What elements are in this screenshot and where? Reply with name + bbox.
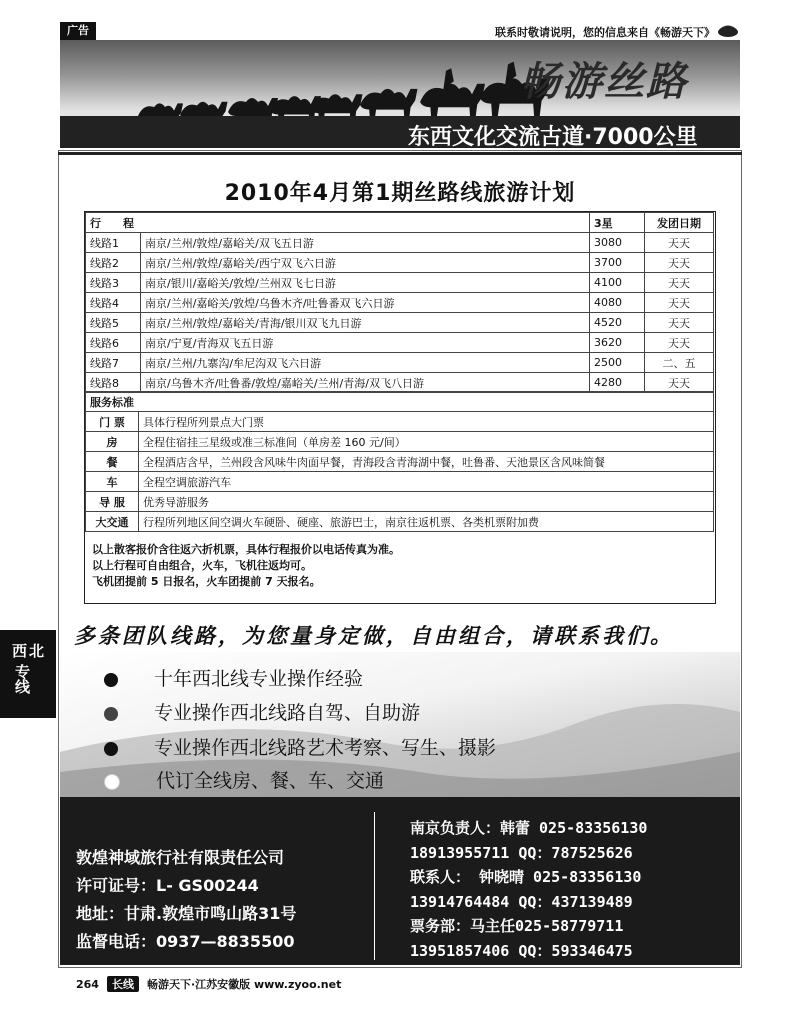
route-id: 线路6 [86, 333, 141, 353]
feature-item [104, 766, 384, 793]
route-id: 线路3 [86, 273, 141, 293]
service-text: 全程空调旅游汽车 [139, 472, 714, 492]
contact-line: 13914764484 QQ：437139489 [410, 892, 633, 911]
service-row [86, 512, 714, 532]
note: 以上散客报价含往返六折机票，具体行程报价以电话传真为准。 [92, 543, 400, 556]
route-departure: 二、五 [645, 353, 714, 373]
banner-subtitle: 东西文化交流古道·7000公里 [408, 125, 698, 150]
service-row [86, 472, 714, 492]
contact-line: 13951857406 QQ：593346475 [410, 941, 633, 960]
service-label: 车 [86, 472, 139, 492]
table-row [86, 313, 714, 333]
contact-line: 联系人： 钟晓晴 025-83356130 [410, 868, 642, 886]
route-desc: 南京/兰州/九寨沟/牟尼沟双飞六日游 [141, 353, 590, 373]
route-id: 线路5 [86, 313, 141, 333]
publication: 畅游天下·江苏安徽版 www.zyoo.net [146, 978, 342, 991]
table-row [86, 373, 714, 393]
table-row [86, 273, 714, 293]
header-price: 3星 [590, 213, 645, 233]
feature-item [104, 698, 420, 725]
route-desc: 南京/宁夏/青海双飞五日游 [141, 333, 590, 353]
notes [92, 542, 400, 590]
routes-table [85, 212, 714, 393]
route-id: 线路4 [86, 293, 141, 313]
route-price: 2500 [590, 353, 645, 373]
route-desc: 南京/乌鲁木齐/吐鲁番/敦煌/嘉峪关/兰州/青海/双飞八日游 [141, 373, 590, 393]
banner-title: 畅游丝路 [520, 58, 688, 105]
contact-line: 18913955711 QQ：787525626 [410, 843, 633, 862]
service-label: 房 [86, 432, 139, 452]
company-name: 敦煌神域旅行社有限责任公司 [76, 848, 285, 867]
side-tab-line2: 专线 [13, 664, 31, 694]
slogan: 多条团队线路，为您量身定做，自由组合，请联系我们。 [74, 623, 674, 648]
feature-item [104, 733, 496, 760]
route-price: 4280 [590, 373, 645, 393]
service-header: 服务标准 [86, 392, 714, 412]
route-departure: 天天 [645, 333, 714, 353]
service-text: 全程酒店含早，兰州段含风味牛肉面早餐，青海段含青海湖中餐，吐鲁番、天池景区含风味简餐 [139, 452, 714, 472]
company-info [76, 844, 296, 956]
bullet-icon [104, 707, 118, 721]
contact-line: 南京负责人：韩蕾 025-83356130 [410, 819, 648, 837]
route-id: 线路1 [86, 233, 141, 253]
service-label: 大交通 [86, 512, 139, 532]
service-text: 行程所列地区间空调火车硬卧、硬座、旅游巴士，南京往返机票、各类机票附加费 [139, 512, 714, 532]
route-desc: 南京/兰州/敦煌/嘉峪关/西宁双飞六日游 [141, 253, 590, 273]
note: 以上行程可自由组合，火车，飞机往返均可。 [92, 559, 312, 572]
feature-text: 专业操作西北线路自驾、自助游 [154, 702, 421, 724]
service-label: 导 服 [86, 492, 139, 512]
route-price: 3700 [590, 253, 645, 273]
route-id: 线路8 [86, 373, 141, 393]
service-row [86, 492, 714, 512]
footer [76, 976, 341, 992]
route-departure: 天天 [645, 293, 714, 313]
feature-text: 代订全线房、餐、车、交通 [156, 770, 385, 792]
logo-icon [716, 23, 740, 39]
header-route: 行 程 [86, 213, 590, 233]
company-supervision: 监督电话：0937—8835500 [76, 932, 295, 951]
table-header-row [86, 213, 714, 233]
route-price: 3620 [590, 333, 645, 353]
service-text: 具体行程所列景点大门票 [139, 412, 714, 432]
table-row [86, 293, 714, 313]
feature-text: 十年西北线专业操作经验 [154, 668, 364, 690]
side-tab-line1: 西北 [12, 642, 47, 660]
company-license: 许可证号：L- GS00244 [76, 876, 259, 895]
company-address: 地址：甘肃.敦煌市鸣山路31号 [76, 904, 297, 923]
note: 飞机团提前 5 日报名，火车团提前 7 天报名。 [92, 575, 321, 588]
top-notice: 联系时敬请说明，您的信息来自《畅游天下》 [495, 26, 715, 39]
service-row [86, 412, 714, 432]
service-header-row [86, 392, 714, 412]
side-tab [0, 630, 56, 718]
divider [374, 812, 375, 960]
table-row [86, 253, 714, 273]
route-departure: 天天 [645, 313, 714, 333]
route-departure: 天天 [645, 253, 714, 273]
route-id: 线路7 [86, 353, 141, 373]
route-departure: 天天 [645, 373, 714, 393]
route-departure: 天天 [645, 233, 714, 253]
route-id: 线路2 [86, 253, 141, 273]
route-price: 4520 [590, 313, 645, 333]
divider [58, 152, 742, 155]
contact-list [410, 816, 647, 963]
services-table [85, 391, 714, 532]
route-price: 4080 [590, 293, 645, 313]
table-row [86, 233, 714, 253]
table-row [86, 353, 714, 373]
service-row [86, 452, 714, 472]
feature-item [104, 664, 363, 691]
service-label: 餐 [86, 452, 139, 472]
service-label: 门 票 [86, 412, 139, 432]
route-desc: 南京/银川/嘉峪关/敦煌/兰州双飞七日游 [141, 273, 590, 293]
bullet-icon [104, 742, 118, 756]
contact-line: 票务部：马主任025-58779711 [410, 917, 624, 935]
feature-text: 专业操作西北线路艺术考察、写生、摄影 [154, 737, 497, 759]
route-desc: 南京/兰州/嘉峪关/敦煌/乌鲁木齐/吐鲁番双飞六日游 [141, 293, 590, 313]
table-row [86, 333, 714, 353]
bullet-icon [104, 673, 118, 687]
category-badge: 长线 [107, 976, 139, 992]
route-price: 4100 [590, 273, 645, 293]
service-text: 全程住宿挂三星级或准三标准间（单房差 160 元/间） [139, 432, 714, 452]
header-departure: 发团日期 [645, 213, 714, 233]
route-desc: 南京/兰州/敦煌/嘉峪关/双飞五日游 [141, 233, 590, 253]
ad-tag: 广告 [60, 22, 96, 40]
service-text: 优秀导游服务 [139, 492, 714, 512]
service-row [86, 432, 714, 452]
route-departure: 天天 [645, 273, 714, 293]
route-price: 3080 [590, 233, 645, 253]
page-title: 2010年4月第1期丝路线旅游计划 [224, 181, 576, 206]
route-desc: 南京/兰州/敦煌/嘉峪关/青海/银川双飞九日游 [141, 313, 590, 333]
page-number: 264 [76, 978, 99, 991]
bullet-icon [104, 774, 120, 790]
